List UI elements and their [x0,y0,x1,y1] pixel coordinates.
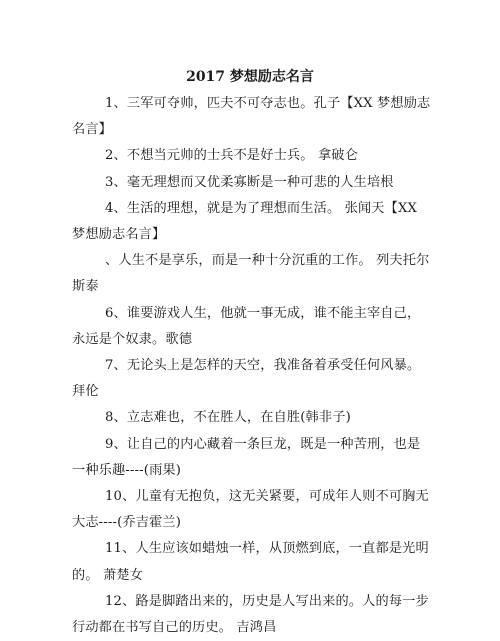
quote-paragraph: 、人生不是享乐，而是一种十分沉重的工作。 列夫托尔斯泰 [72,253,430,295]
document-body [72,91,432,641]
quote-paragraph: 6、谁要游戏人生，他就一事无成，谁不能主宰自己，永远是个奴隶。歌德 [72,305,421,347]
quote-paragraph: 4、生活的理想，就是为了理想而生活。 张闻天【XX 梦想励志名言】 [72,200,418,243]
quote-paragraph: 3、毫无理想而又优柔寡断是一种可悲的人生培根 [105,174,394,190]
quote-paragraph: 12、路是脚踏出来的，历史是人写出来的。人的每一步行动都在书写自己的历史。 吉鸿昌 [72,593,429,636]
quote-paragraph: 11、人生应该如蜡烛一样，从顶燃到底，一直都是光明的。 萧楚女 [72,541,429,583]
quote-paragraph: 9、让自己的内心藏着一条巨龙，既是一种苦刑，也是一种乐趣----(雨果) [72,436,421,478]
quote-paragraph: 2、不想当元帅的士兵不是好士兵。 拿破仑 [105,148,358,164]
quote-paragraph: 8、立志难也，不在胜人，在自胜(韩非子) [105,410,351,426]
quote-paragraph: 7、无论头上是怎样的天空，我准备着承受任何风暴。拜伦 [72,358,421,400]
quote-paragraph: 1、三军可夺帅，匹夫不可夺志也。孔子【XX 梦想励志名言】 [72,96,431,138]
quote-paragraph: 10、儿童有无抱负，这无关紧要，可成年人则不可胸无大志----(乔吉霍兰) [72,489,429,531]
document-title: 2017 梦想励志名言 [186,69,314,85]
